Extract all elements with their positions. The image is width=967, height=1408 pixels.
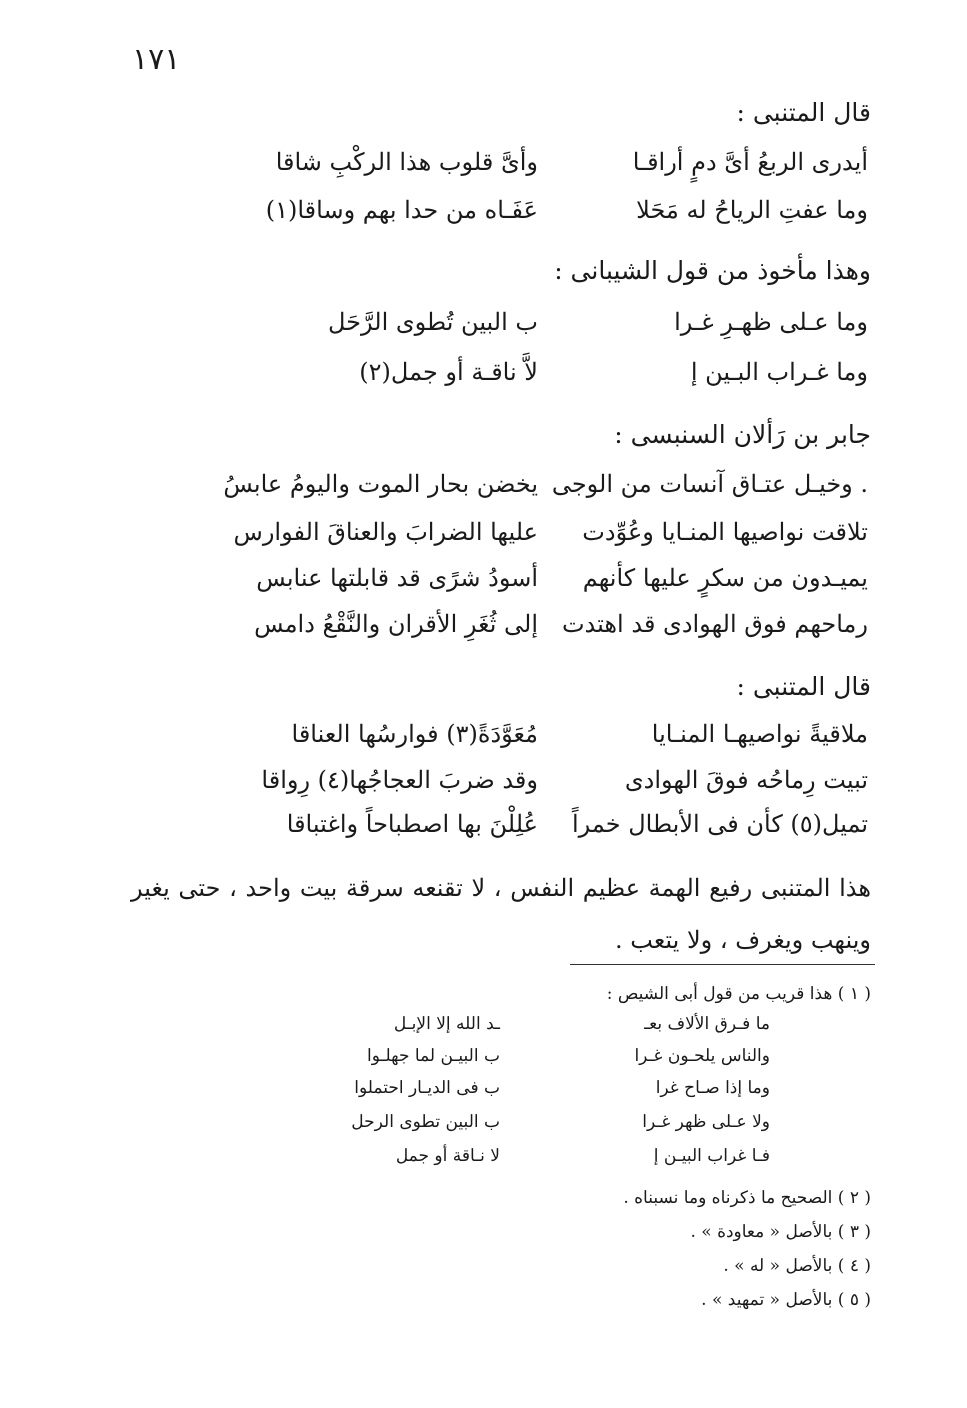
verse-second-hemistich: وأىَّ قلوب هذا الركْبِ شاقا <box>275 148 538 176</box>
footnote-verse-first: ما فـرق الألاف بعـ <box>644 1014 770 1034</box>
verse-second-hemistich: إلى ثُغَرِ الأقران والنَّقْعُ دامس <box>254 610 538 638</box>
verse-second-hemistich: يخضن بحار الموت واليومُ عابسُ <box>223 470 538 498</box>
verse <box>208 470 868 514</box>
footnote-verse-second: ب فى الديـار احتملوا <box>354 1078 500 1098</box>
verse-first-hemistich: تبيت رِماحُه فوقَ الهوادى <box>624 766 868 794</box>
verse <box>208 518 868 562</box>
footnote-verse-first: فـا غراب البيـن إ <box>653 1146 770 1166</box>
footnote-verse-first: ولا عـلى ظهر غـرا <box>642 1112 770 1132</box>
verse-first-hemistich: يميـدون من سكرٍ عليها كأنهم <box>582 564 868 592</box>
verse <box>208 358 868 402</box>
footnote-verse <box>300 1046 770 1080</box>
footnote-verse-second: ب البيـن لما جهلـوا <box>367 1046 500 1066</box>
commentary-paragraph: هذا المتنبى رفيع الهمة عظيم النفس ، لا تقنعه سرقة بيت واحد ، حتى يغير وينهب ويغرف ، ولا يتعب . <box>131 874 871 954</box>
footnote-verse-second: ـد الله إلا الإبـل <box>393 1014 500 1034</box>
verse-second-hemistich: عُلِلْنَ بها اصطباحاً واغتباقا <box>286 810 538 838</box>
footnote-verse-second: ب البين تطوى الرحل <box>351 1112 500 1132</box>
section-heading: وهذا مأخوذ من قول الشيبانى : <box>554 256 871 285</box>
verse-first-hemistich: ملاقيةً نواصيهـا المنـايا <box>651 720 868 748</box>
verse <box>208 610 868 654</box>
footnote-verse-second: لا نـاقة أو جمل <box>395 1146 500 1166</box>
verse <box>208 564 868 608</box>
section-heading: جابر بن رَألان السنبسى : <box>614 420 871 449</box>
footnote-verse-first: وما إذا صـاح غرا <box>655 1078 770 1098</box>
verse-first-hemistich: تميل(٥) كأن فى الأبطال خمراً <box>571 810 868 838</box>
verse <box>208 308 868 352</box>
verse-first-hemistich: وما غـراب البـين إ <box>690 358 868 386</box>
verse-first-hemistich: أيدرى الربعُ أىَّ دمٍ أراقـا <box>632 148 868 176</box>
verse-second-hemistich: أسودُ شرًى قد قابلتها عنابس <box>256 564 538 592</box>
footnote-3: ( ٣ ) بالأصل « معاودة » . <box>690 1222 871 1242</box>
footnote-divider <box>570 964 875 965</box>
verse-first-hemistich: وما عفتِ الرياحُ له مَحَلا <box>636 196 868 224</box>
verse-second-hemistich: عَفَـاه من حدا بهم وساقا(١) <box>265 196 538 224</box>
page-number: ١٧١ <box>132 42 181 77</box>
footnote-verse <box>300 1078 770 1112</box>
verse <box>208 810 868 854</box>
footnote-verse-first: والناس يلحـون غـرا <box>634 1046 770 1066</box>
footnote-5: ( ٥ ) بالأصل « تمهيد » . <box>701 1290 871 1310</box>
verse-second-hemistich: عليها الضرابَ والعناقَ الفوارس <box>233 518 538 546</box>
verse <box>208 720 868 764</box>
footnote-verse <box>300 1146 770 1180</box>
footnote-verse <box>300 1112 770 1146</box>
verse-second-hemistich: لاَّ ناقـة أو جمل(٢) <box>359 358 538 386</box>
verse-first-hemistich: . وخيـل عتـاق آنسات من الوجى <box>551 470 868 498</box>
footnote-1-intro: ( ١ ) هذا قريب من قول أبى الشيص : <box>606 984 871 1004</box>
verse-first-hemistich: وما عـلى ظهـرِ غـرا <box>674 308 868 336</box>
verse-first-hemistich: تلاقت نواصيها المنـايا وعُوِّدت <box>582 518 868 546</box>
footnote-4: ( ٤ ) بالأصل « له » . <box>723 1256 871 1276</box>
footnote-2: ( ٢ ) الصحيح ما ذكرناه وما نسبناه . <box>623 1188 871 1208</box>
verse <box>208 148 868 192</box>
footnote-verse <box>300 1014 770 1048</box>
verse-second-hemistich: ب البين تُطوى الرَّحَل <box>328 308 538 336</box>
verse-second-hemistich: مُعَوَّدَةً(٣) فوارسُها العناقا <box>291 720 538 748</box>
verse <box>208 196 868 240</box>
section-heading: قال المتنبى : <box>736 98 871 127</box>
verse-second-hemistich: وقد ضربَ العجاجُها(٤) رِواقا <box>261 766 538 794</box>
section-heading: قال المتنبى : <box>736 672 871 701</box>
verse <box>208 766 868 810</box>
verse-first-hemistich: رماحهم فوق الهوادى قد اهتدت <box>561 610 868 638</box>
